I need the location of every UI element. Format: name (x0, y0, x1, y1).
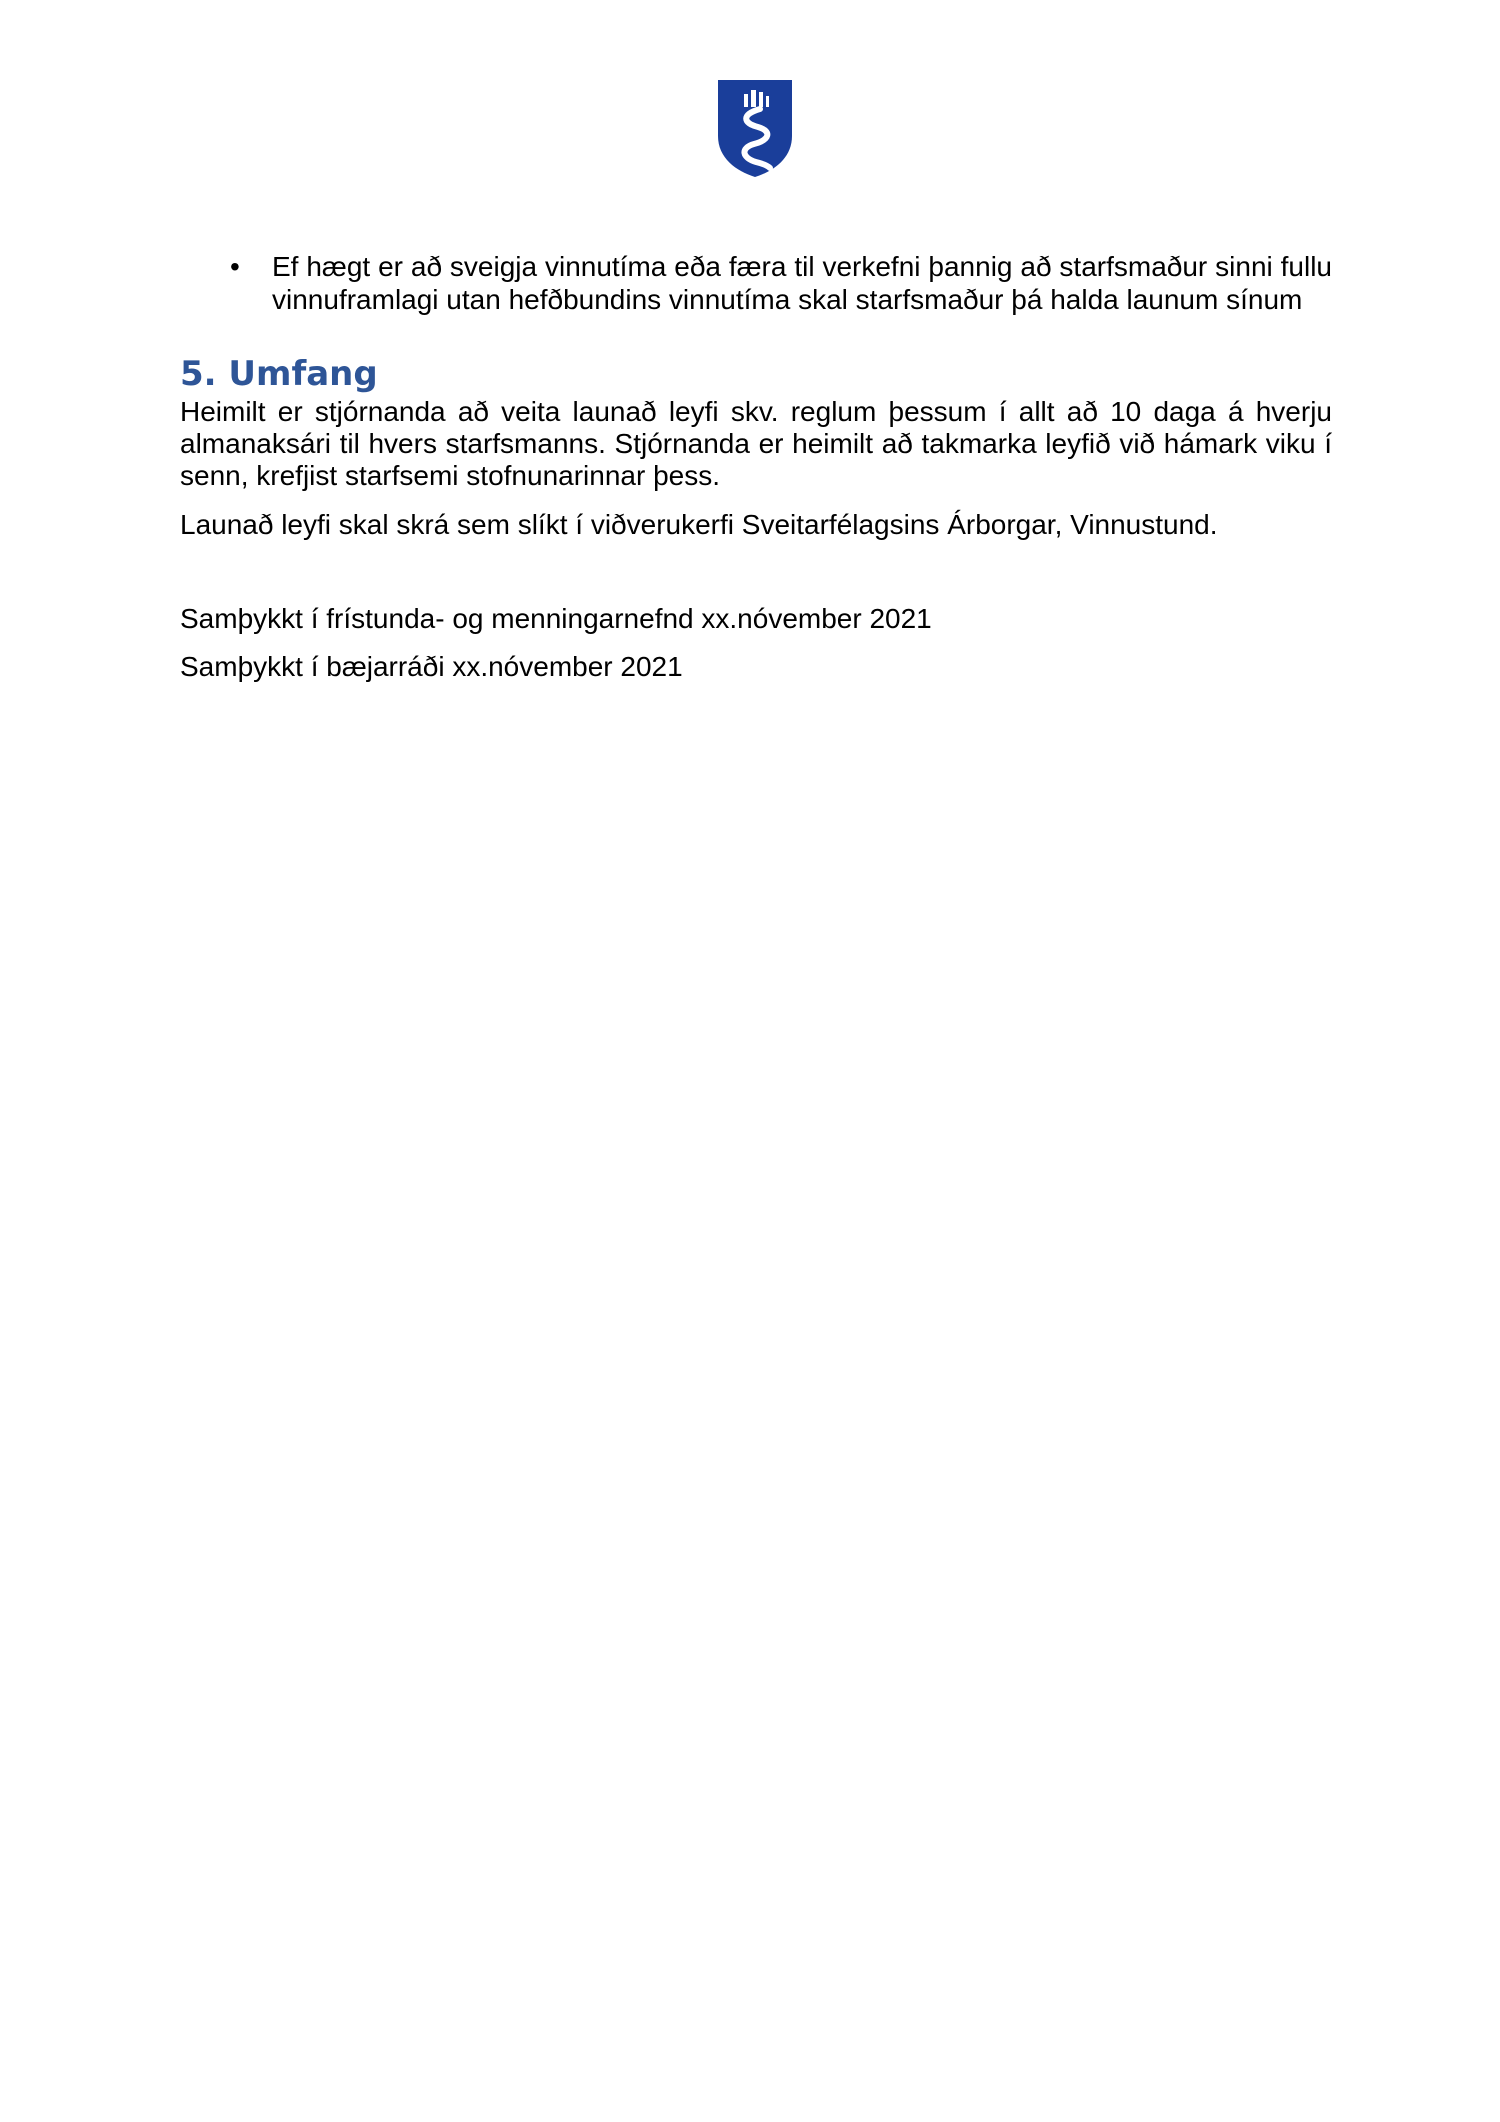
approval-line: Samþykkt í bæjarráði xx.nóvember 2021 (180, 651, 683, 682)
bullet-list (180, 250, 1332, 316)
approval-line: Samþykkt í frístunda- og menningarnefnd xx.nóvember 2021 (180, 603, 932, 634)
list-item (180, 250, 1332, 316)
bullet-text: Ef hægt er að sveigja vinnutíma eða færa til verkefni þannig að starfsmaður sinni fullu vinnuframlagi utan hefðbundins vinnutíma skal starfsmaður þá halda launum sínum (272, 251, 1332, 315)
bullet-icon: • (230, 251, 240, 282)
paragraph-scope: Heimilt er stjórnanda að veita launað leyfi skv. reglum þessum í allt að 10 daga á hverju almanaksári til hvers starfsmanns. Stjórnanda er heimilt að takmarka leyfið við hámark viku í senn, krefjist starfsemi stofnunarinnar þess. (180, 396, 1332, 491)
paragraph-registration: Launað leyfi skal skrá sem slíkt í viðverukerfi Sveitarfélagsins Árborgar, Vinnustund. (180, 509, 1218, 540)
section-heading: 5. Umfang (180, 354, 378, 394)
arborg-coat-of-arms-icon (716, 78, 794, 178)
